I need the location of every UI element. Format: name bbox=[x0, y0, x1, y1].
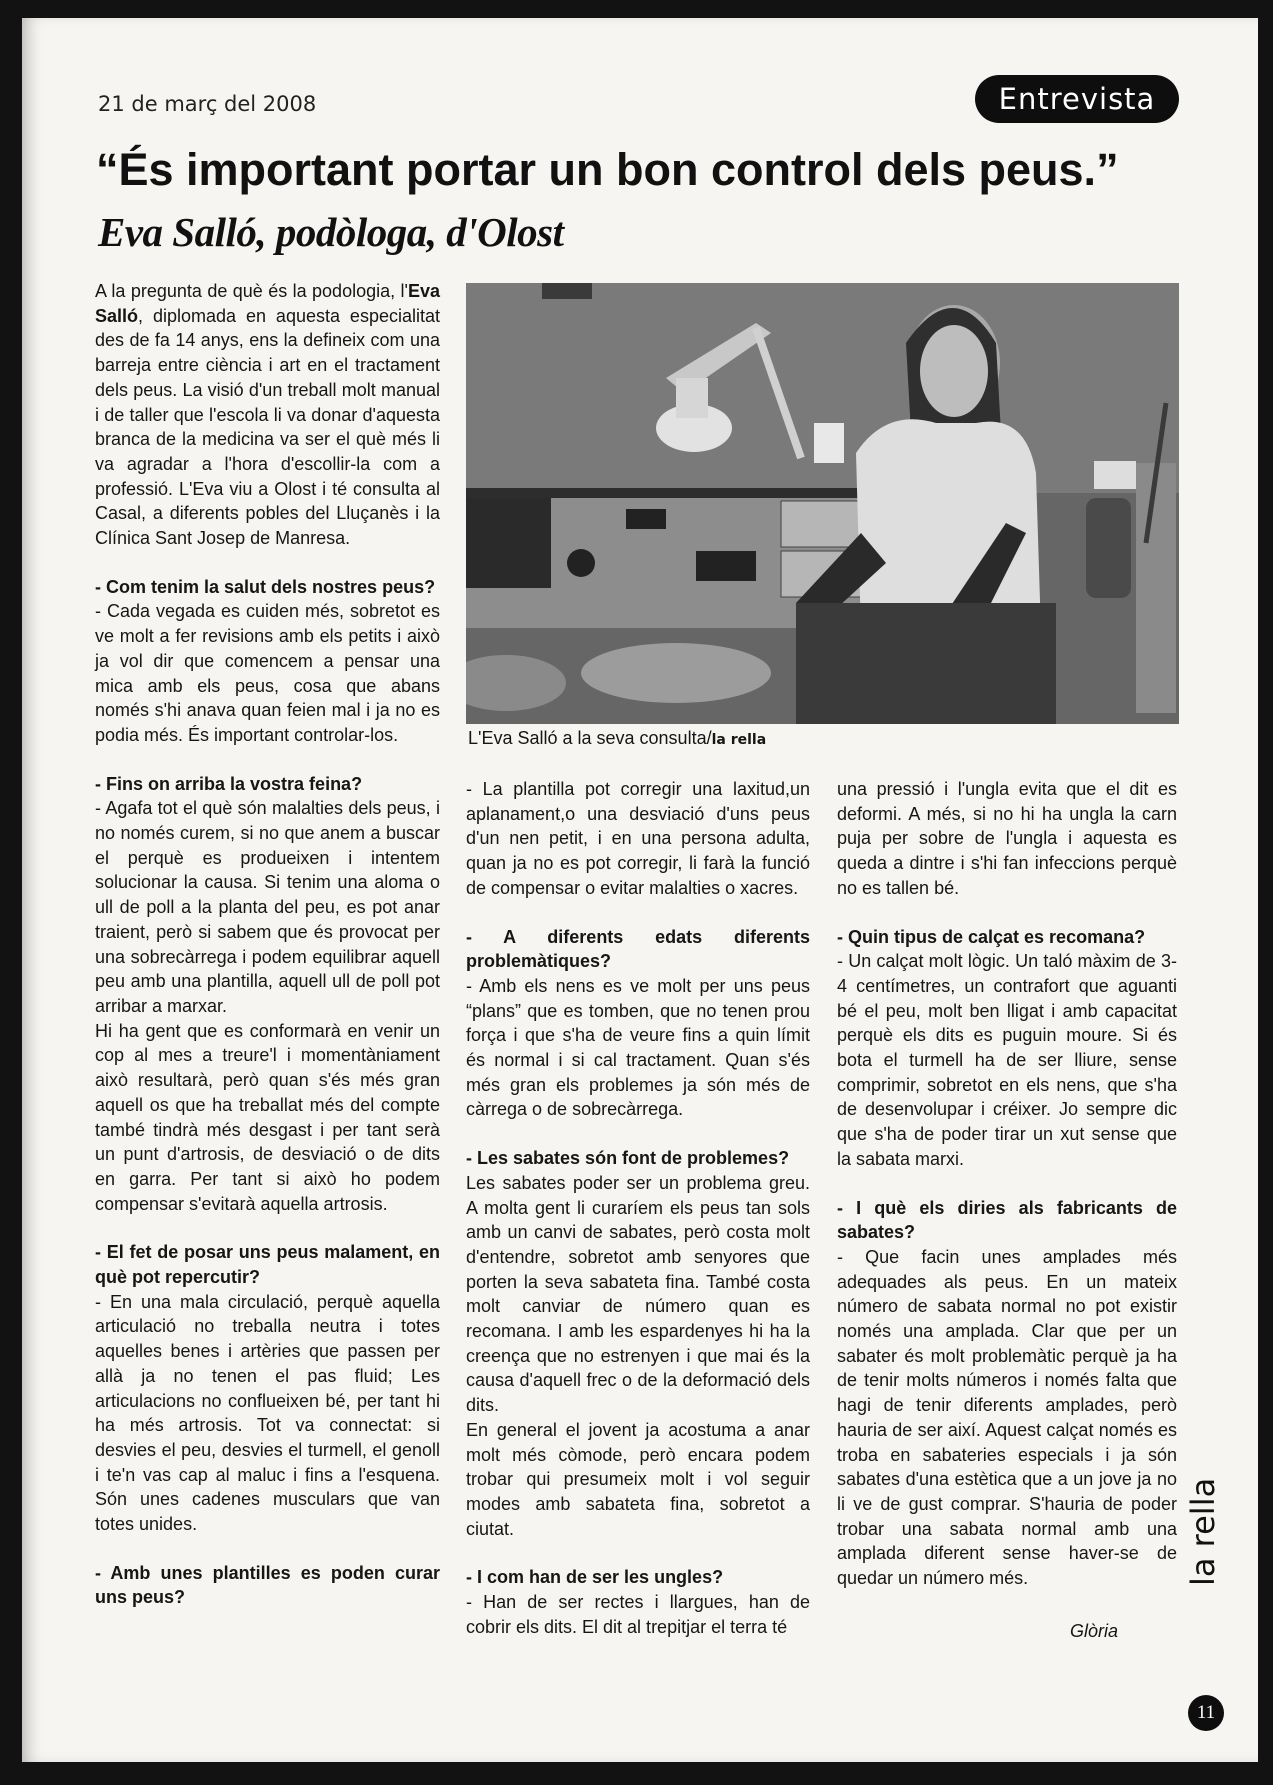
article-byline: Eva Salló, podòloga, d'Olost bbox=[98, 209, 564, 255]
answer: - Agafa tot el què són malalties dels peus, i no només curem, si no que anem a buscar el perquè es produeixen i intentem solucionar la causa. Si tenim una aloma o ull de poll a la planta del peu, es pot anar traient, però si sabem que és provocat per una sobrecàrrega i podem equilibrar aquell peu amb una plantilla, aquell ull de poll pot arribar a marxar. bbox=[95, 798, 440, 1016]
intro-paragraph: A la pregunta de què és la podologia, l'Eva Salló, diplomada en aquesta especialitat des de fa 14 anys, ens la defineix com una barreja entre ciència i art en el tractament dels peus. La visió d'un treball molt manual i de taller que l'escola li va donar d'aquesta branca de la medicina va ser el què més li va agradar a l'hora d'escollir-la com a professió. L'Eva viu a Olost i té consulta al Casal, a diferents pobles del Lluçanès i la Clínica Sant Josep de Manresa. bbox=[95, 281, 440, 549]
caption-brand: la rella bbox=[711, 732, 767, 748]
answer: - Cada vegada es cuiden més, sobretot es ve molt a fer revisions amb els petits i això ja vol dir que comencem a pensar una mica amb els peus, cosa que abans només s'hi anava quan feien mal i ja no es podia més. És important controlar-los. bbox=[95, 601, 440, 745]
caption-text: L'Eva Salló a la seva consulta/ bbox=[468, 728, 712, 748]
question: - Amb unes plantilles es poden curar uns peus? bbox=[95, 1562, 440, 1608]
answer: - Un calçat molt lògic. Un taló màxim de 3-4 centímetres, un contrafort que aguanti bé el peu, molt ben lligat i amb capacitat perquè els dits es puguin moure. Si és bota el turmell ha de ser lliure, sense comprimir, sobretot en els nens, que s'ha de desenvolupar i créixer. Jo sempre dic que s'ha de poder tirar un xut sense que la sabata marxi. bbox=[837, 951, 1177, 1169]
answer: una pressió i l'ungla evita que el dit es deformi. A més, si no hi ha ungla la carn puja per sobre de l'ungla i aquesta es queda a dintre i s'hi fan infeccions perquè no es tallen bé. bbox=[837, 779, 1177, 898]
article-photo bbox=[466, 283, 1179, 724]
answer: - En una mala circulació, perquè aquella articulació no treballa neutra i totes aquelles benes i artèries que passen per allà ja no tenen el pas fluid; Les articulacions no conflueixen bé, per tant hi ha més artrosis. Tot va connectat: si desvies el peu, desvies el turmell, el genoll i te'n vas cap al maluc i fins a l'esquena. Són unes cadenes musculars que van totes unides. bbox=[95, 1291, 440, 1535]
answer: - Amb els nens es ve molt per uns peus “plans” que es tomben, que no tenen prou força i que s'ha de veure fins a quin límit és normal i si cal tractament. Quan s'és més gran els problemes ja són més de càrrega o de sobrecàrrega. bbox=[466, 975, 810, 1120]
issue-date: 21 de març del 2008 bbox=[98, 92, 317, 116]
page-number: 11 bbox=[1188, 1695, 1224, 1731]
interviewee-name: Eva Salló bbox=[95, 281, 440, 326]
magazine-logo: la rella bbox=[1184, 1477, 1222, 1586]
question: - Com tenim la salut dels nostres peus? bbox=[95, 576, 436, 597]
question: - El fet de posar uns peus malament, en què pot repercutir? bbox=[95, 1242, 440, 1288]
answer: Les sabates poder ser un problema greu. A molta gent li curaríem els peus tan sols amb un canvi de sabates, però costa molt d'entendre, sobretot amb senyores que porten la seva sabateta fina. També costa molt canviar de número quan es recomana. I amb les espardenyes hi ha la creença que no estrenyen i que mai és la causa d'aquell frec o de la deformació dels dits. bbox=[466, 1172, 810, 1416]
article-column-2 bbox=[466, 777, 810, 1640]
answer: - Han de ser rectes i llargues, han de cobrir els dits. El dit al trepitjar el terra té bbox=[466, 1592, 810, 1637]
answer: Hi ha gent que es conformarà en venir un cop al mes a treure'l i momentàniament això resultarà, però quan s'és més gran aquell os que ha treballat més del compte també tindrà més desgast i per tant serà un punt d'artrosis, de desviació o de dits en garra. Per tant si això ho podem compensar s'evitarà aquella artrosis. bbox=[95, 1020, 440, 1214]
question: - Quin tipus de calçat es recomana? bbox=[837, 926, 1146, 947]
photo-illustration bbox=[466, 283, 1179, 724]
author-signature: Glòria bbox=[1070, 1621, 1119, 1641]
article-column-1 bbox=[95, 279, 440, 1610]
section-badge: Entrevista bbox=[975, 75, 1179, 123]
question: - I què els diries als fabricants de sabates? bbox=[837, 1197, 1177, 1243]
question: - I com han de ser les ungles? bbox=[466, 1567, 724, 1588]
question: - Les sabates són font de problemes? bbox=[466, 1148, 790, 1169]
question: - A diferents edats diferents problemàtiques? bbox=[466, 926, 810, 972]
article-column-3 bbox=[837, 777, 1177, 1591]
answer: - La plantilla pot corregir una laxitud,un aplanament,o una desviació d'uns peus d'un nen petit, i en una persona adulta, quan ja no es pot corregir, li farà la funció de compensar o evitar malalties o xacres. bbox=[466, 779, 810, 898]
question: - Fins on arriba la vostra feina? bbox=[95, 773, 363, 794]
photo-caption bbox=[468, 728, 1188, 749]
article-headline: “És important portar un bon control dels peus.” bbox=[96, 144, 1119, 195]
answer: - Que facin unes amplades més adequades als peus. En un mateix número de sabata normal no pot existir només una amplada. Clar que per un sabater és molt problemàtic perquè ja ha de tenir molts números i només falta que hagi de tenir diferents amplades, però hauria de ser així. Aquest calçat només es troba en sabateries especials i ja són sabates d'una estètica que a un jove ja no li ve de gust comprar. S'hauria de poder trobar una sabata normal amb una amplada diferent sense haver-se de quedar un número més. bbox=[837, 1246, 1177, 1589]
answer: En general el jovent ja acostuma a anar molt més còmode, però encara podem trobar qui presumeix molt i vol seguir modes amb sabateta fina, sobretot a ciutat. bbox=[466, 1419, 810, 1539]
